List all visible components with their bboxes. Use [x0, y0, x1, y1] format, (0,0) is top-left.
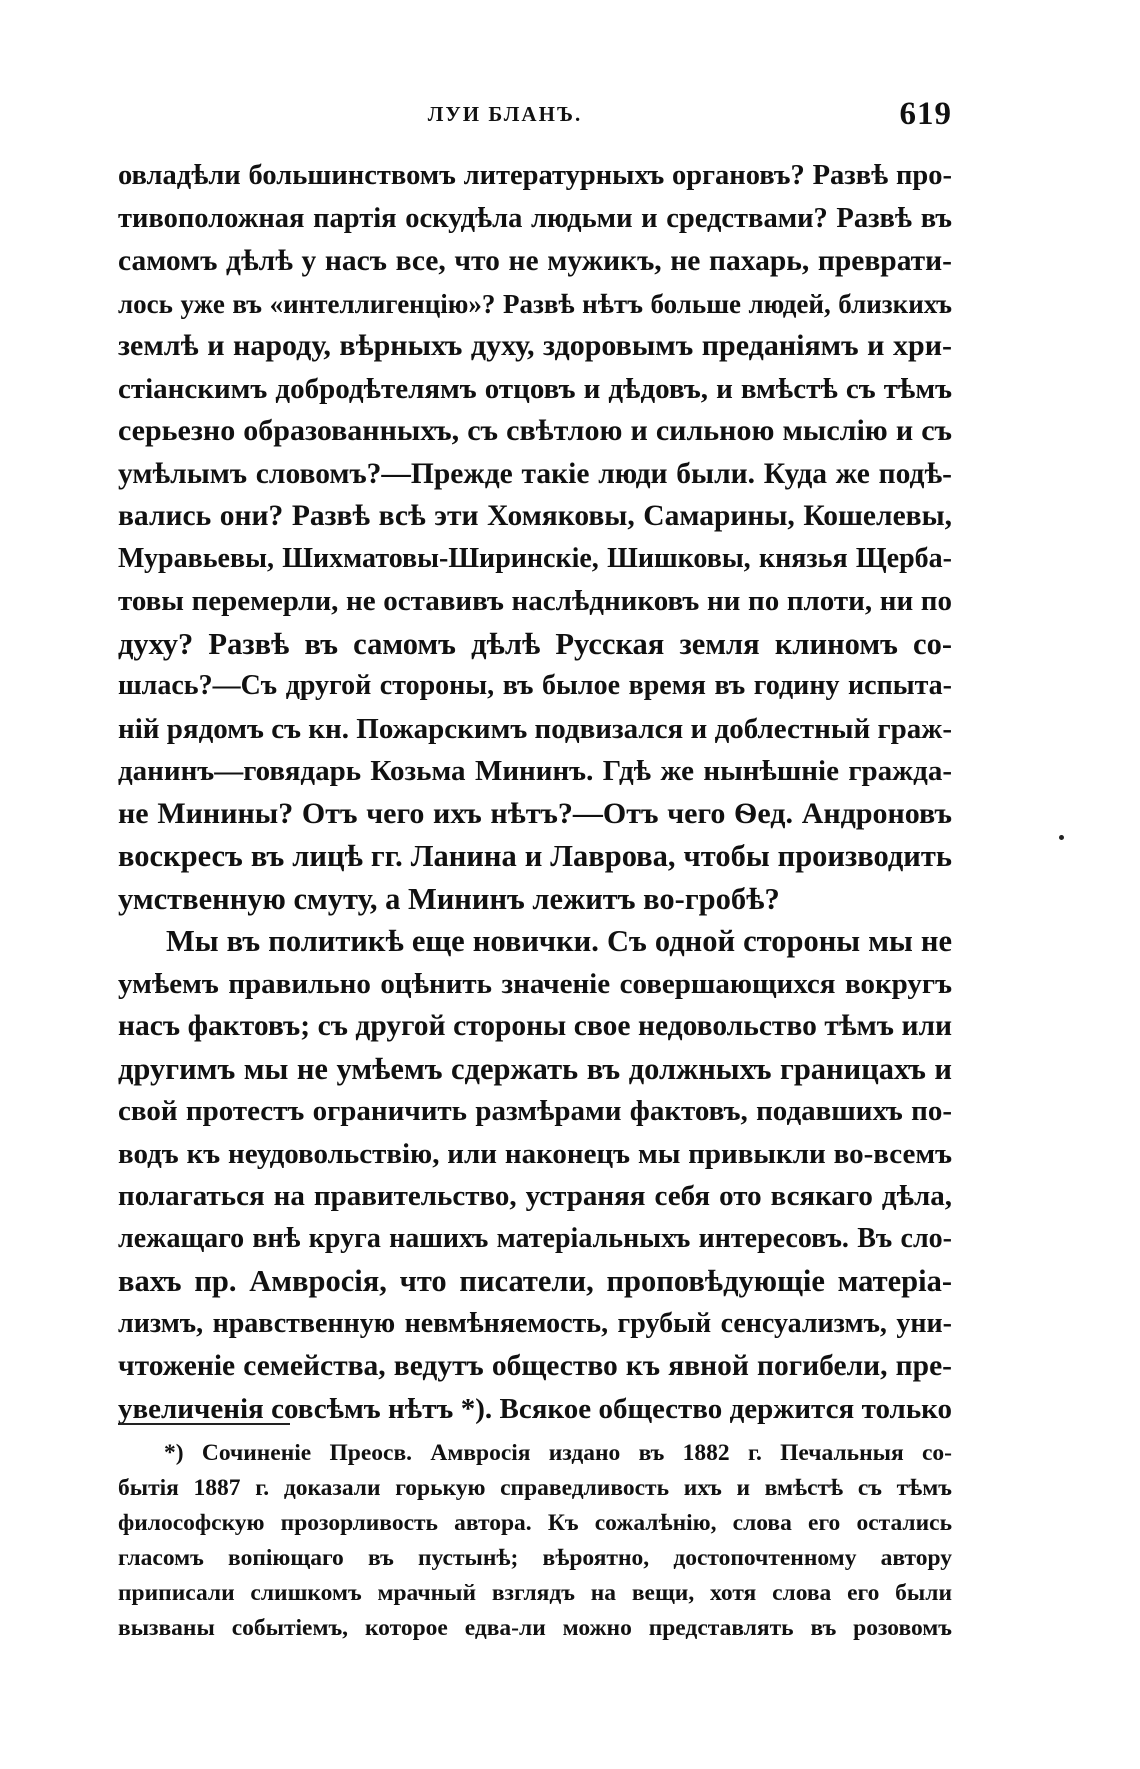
footnote-line: гласомъ вопіющаго въ пустынѣ; вѣроятно, достопочтенному автору	[118, 1545, 952, 1571]
text-line: другимъ мы не умѣемъ сдержать въ должныхъ границахъ и	[118, 1051, 952, 1086]
text-line: Муравьевы, Шихматовы-Ширинскіе, Шишковы, князья Щерба-	[118, 542, 952, 574]
text-line: лизмъ, нравственную невмѣняемость, грубый сенсуализмъ, уни-	[118, 1307, 952, 1339]
text-line: Мы въ политикѣ еще новички. Съ одной стороны мы не	[166, 924, 952, 958]
footnote-line: бытія 1887 г. доказали горькую справедливость ихъ и вмѣстѣ съ тѣмъ	[118, 1475, 952, 1501]
text-line: умственную смуту, а Мининъ лежитъ во-гробѣ?	[118, 881, 780, 916]
text-line: ній рядомъ съ кн. Пожарскимъ подвизался и доблестный граж-	[118, 712, 952, 745]
text-line: товы перемерли, не оставивъ наслѣдниковъ ни по плоти, ни по	[118, 585, 952, 617]
footnote-line: философскую прозорливость автора. Къ сожалѣнію, слова его остались	[118, 1510, 952, 1536]
text-line: лежащаго внѣ круга нашихъ матеріальныхъ интересовъ. Въ сло-	[118, 1222, 952, 1254]
footnote-divider	[118, 1423, 290, 1425]
text-line: стіанскимъ добродѣтелямъ отцовъ и дѣдовъ, и вмѣстѣ съ тѣмъ	[118, 372, 952, 405]
text-line: шлась?—Съ другой стороны, въ былое время въ годину испыта-	[118, 670, 952, 701]
running-title: ЛУИ БЛАНЪ.	[427, 102, 583, 126]
text-line: свой протестъ ограничить размѣрами фактовъ, подавшихъ по-	[118, 1095, 952, 1127]
footnote-line: *) Сочиненіе Преосв. Амвросія издано въ 1882 г. Печальныя со-	[164, 1440, 952, 1466]
text-line: воскресъ въ лицѣ гг. Ланина и Лаврова, чтобы производить	[118, 839, 952, 873]
text-line: насъ фактовъ; съ другой стороны свое недовольство тѣмъ или	[118, 1010, 952, 1042]
text-line: умѣлымъ словомъ?—Прежде такіе люди были. Куда же подѣ-	[118, 457, 952, 490]
footnote-line: приписали слишкомъ мрачный взглядъ на вещи, хотя слова его были	[118, 1580, 952, 1606]
paragraph-1	[118, 155, 952, 920]
text-line: самомъ дѣлѣ у насъ все, что не мужикъ, не пахарь, преврати-	[118, 245, 952, 277]
text-line: землѣ и народу, вѣрныхъ духу, здоровымъ преданіямъ и хри-	[118, 329, 952, 362]
text-line: чтоженіе семейства, ведутъ общество къ явной погибели, пре-	[118, 1350, 952, 1382]
text-line: не Минины? Отъ чего ихъ нѣтъ?—Отъ чего Ѳед. Андроновъ	[118, 796, 952, 830]
text-line: водъ къ неудовольствію, или наконецъ мы привыкли во-всемъ	[118, 1137, 952, 1170]
footnote	[118, 1436, 952, 1646]
print-speck	[1059, 835, 1064, 840]
text-line: данинъ—говядарь Козьма Мининъ. Гдѣ же нынѣшніе гражда-	[118, 755, 952, 787]
text-line: лось уже въ «интеллигенцію»? Развѣ нѣтъ больше людей, близкихъ	[118, 288, 952, 319]
paragraph-2	[118, 920, 952, 1430]
page-header	[118, 96, 952, 136]
footnote-line: вызваны событіемъ, которое едва-ли можно представлять въ розовомъ	[118, 1615, 952, 1641]
text-line: умѣемъ правильно оцѣнить значеніе совершающихся вокругъ	[118, 967, 952, 1000]
body-text	[118, 155, 952, 1430]
text-line: овладѣли большинствомъ литературныхъ органовъ? Развѣ про-	[118, 160, 952, 191]
text-line: тивоположная партія оскудѣла людьми и средствами? Развѣ въ	[118, 202, 952, 234]
page-number: 619	[899, 96, 952, 132]
text-line: духу? Развѣ въ самомъ дѣлѣ Русская земля клиномъ со-	[118, 626, 952, 661]
text-line: вахъ пр. Амвросія, что писатели, проповѣдующіе матеріа-	[118, 1264, 952, 1298]
text-line: вались они? Развѣ всѣ эти Хомяковы, Самарины, Кошелевы,	[118, 500, 952, 532]
text-line: увеличенія совсѣмъ нѣтъ *). Всякое общество держится только	[118, 1392, 952, 1425]
text-line: полагаться на правительство, устраняя себя ото всякаго дѣла,	[118, 1180, 952, 1212]
text-line: серьезно образованныхъ, съ свѣтлою и сильною мыслію и съ	[118, 414, 952, 447]
